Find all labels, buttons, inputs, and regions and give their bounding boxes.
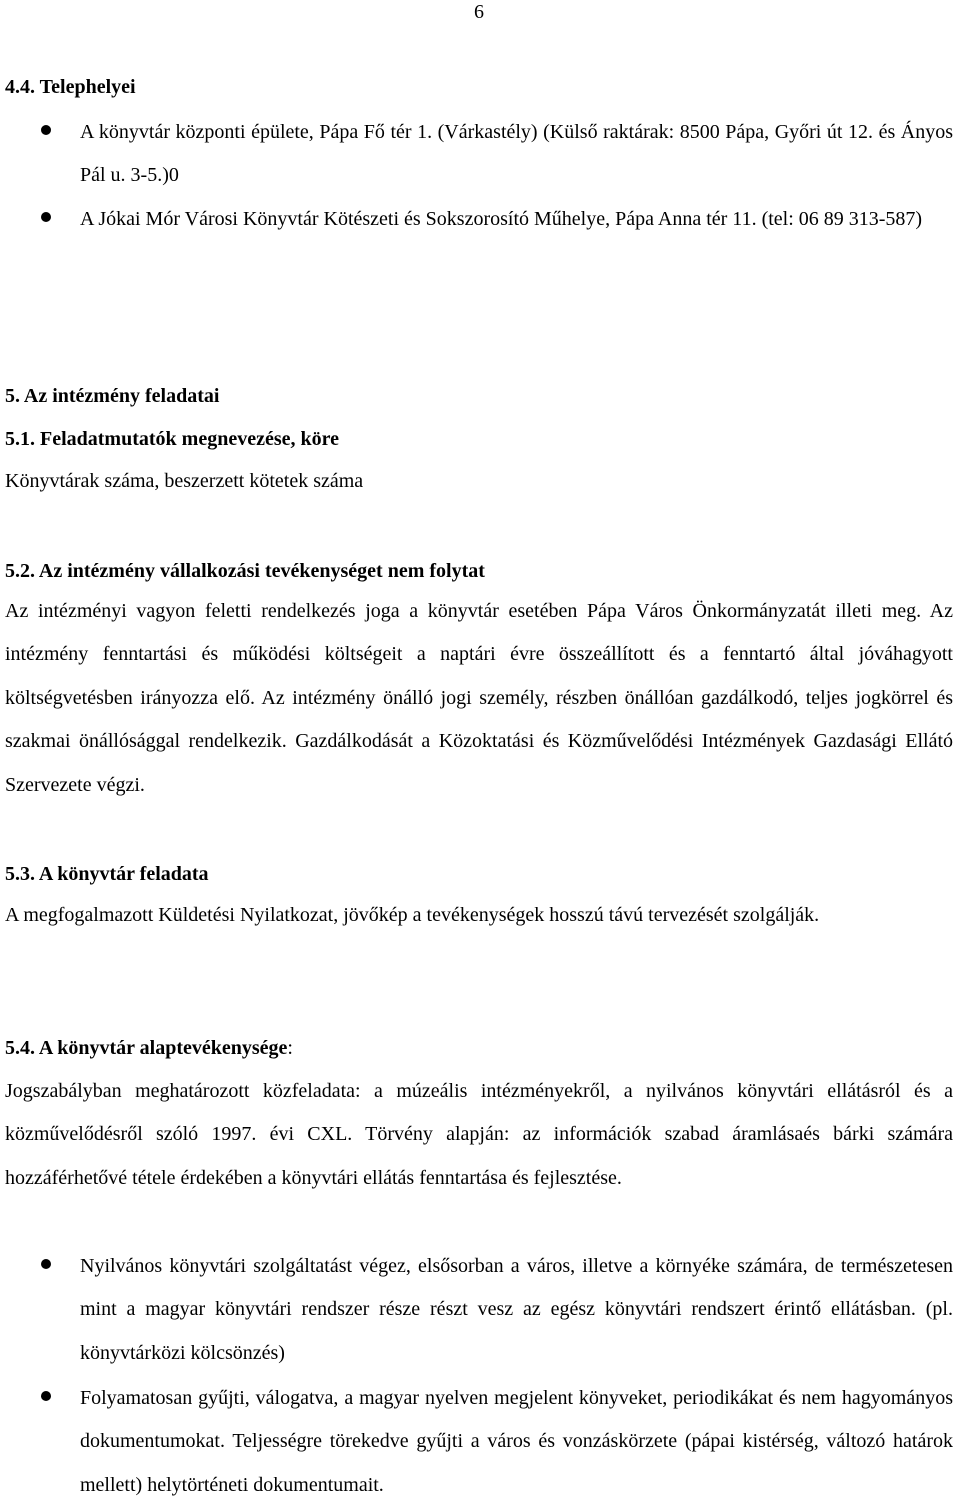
- bullet-item: [5, 111, 953, 198]
- section-5-3-paragraph: A megfogalmazott Küldetési Nyilatkozat, jövőkép a tevékenységek hosszú távú tervezését szolgálják.: [5, 904, 820, 926]
- section-5-4-heading: [5, 1037, 953, 1059]
- section-4-4-heading: 4.4. Telephelyei: [5, 76, 136, 98]
- section-5-1-text: Könyvtárak száma, beszerzett kötetek száma: [5, 470, 364, 492]
- bullet-text: A Jókai Mór Városi Könyvtár Kötészeti és Sokszorosító Műhelye, Pápa Anna tér 11. (tel: 06 89 313-587): [80, 208, 923, 230]
- bullet-dot-icon: [41, 212, 51, 222]
- bullet-text: Folyamatosan gyűjti, válogatva, a magyar nyelven megjelent könyveket, periodikákat és nem hagyományos dokumentumokat. Teljességre törekedve gyűjti a város és vonzáskörzete (pápai kistérség, változó határok mellett) helytörténeti dokumentumait.: [80, 1387, 953, 1496]
- section-5-2-paragraph: Az intézményi vagyon feletti rendelkezés joga a könyvtár esetében Pápa Város Önkormányzatát illeti meg. Az intézmény fenntartási és működési költségeit a naptári évre összeállított és a fenntartó által jóváhagyott költségvetésben irányozza elő. Az intézmény önálló jogi személy, részben önállóan gazdálkodó, teljes jogkörrel és szakmai önállósággal rendelkezik. Gazdálkodását a Közoktatási és Közművelődési Intézmények Gazdasági Ellátó Szervezete végzi.: [5, 600, 953, 796]
- section-5-heading: 5. Az intézmény feladatai: [5, 385, 220, 407]
- section-5-4-paragraph: Jogszabályban meghatározott közfeladata: a múzeális intézményekről, a nyilvános könyvtári ellátásról és a közművelődésről szóló 1997. évi CXL. Törvény alapján: az információk szabad áramlásaés bárki számára hozzáférhetővé tétele érdekében a könyvtári ellátás fenntartása és fejlesztése.: [5, 1080, 953, 1189]
- bullet-item: [5, 1245, 953, 1375]
- section-5-3-heading: 5.3. A könyvtár feladata: [5, 863, 209, 885]
- section-5-4-heading-text: 5.4. A könyvtár alaptevékenysége: [5, 1037, 288, 1059]
- bullet-dot-icon: [41, 125, 51, 135]
- bullet-item: [5, 1377, 953, 1507]
- section-5-1-heading: 5.1. Feladatmutatók megnevezése, köre: [5, 428, 340, 450]
- bullet-text: A könyvtár központi épülete, Pápa Fő tér 1. (Várkastély) (Külső raktárak: 8500 Pápa, Győri út 12. és Ányos Pál u. 3-5.)0: [80, 121, 953, 187]
- bullet-text: Nyilvános könyvtári szolgáltatást végez, elsősorban a város, illetve a környéke számára, de természetesen mint a magyar könyvtári rendszer része részt vesz az egész könyvtári rendszert érintő ellátásban. (pl. könyvtárközi kölcsönzés): [80, 1255, 953, 1364]
- bullet-item: [5, 198, 953, 241]
- section-5-2-heading: 5.2. Az intézmény vállalkozási tevékenységet nem folytat: [5, 560, 485, 582]
- bullet-dot-icon: [41, 1259, 51, 1269]
- section-5-4-heading-colon: :: [287, 1037, 293, 1059]
- bullet-dot-icon: [41, 1391, 51, 1401]
- page-number: 6: [474, 1, 484, 23]
